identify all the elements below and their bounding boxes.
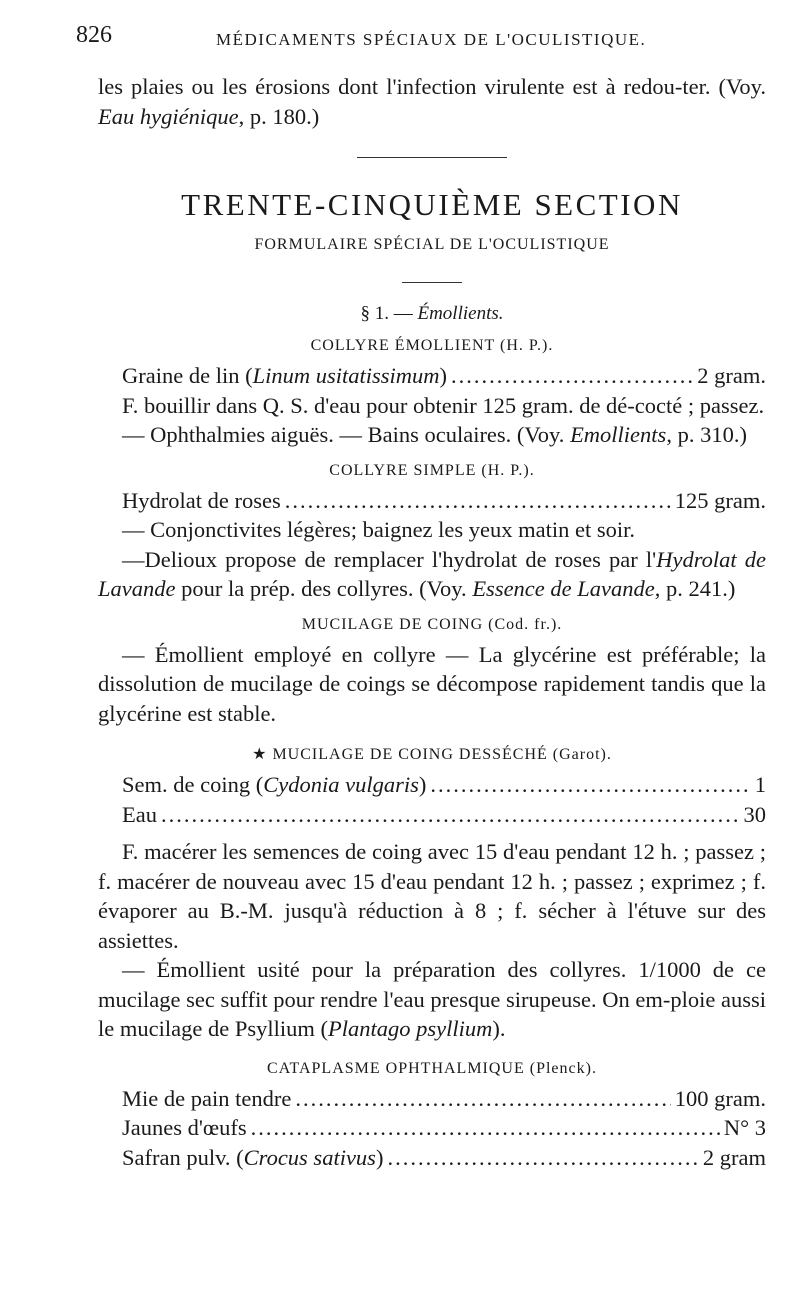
separator-rule	[357, 157, 507, 158]
book-page	[76, 0, 766, 1172]
ingredient-row: Graine de lin (Linum usitatissimum) ..... 2 gram.	[98, 361, 766, 391]
ingredient-quantity: 2 gram.	[697, 363, 766, 388]
running-title: MÉDICAMENTS SPÉCIAUX DE L'OCULISTIQUE.	[216, 30, 647, 49]
preparation-text: F. macérer les semences de coing avec 15 d'eau pendant 12 h. ; passez ; f. macérer de nouveau avec 15 d'eau pendant 12 h. ; passez ; exprimez ; f. évaporer au B.-M. jusqu'à réduction à 8 ; f. sécher à l'étuve sur des assiettes.	[98, 839, 766, 953]
page-number: 826	[76, 22, 112, 48]
formula-title: ★ MUCILAGE DE COING DESSÉCHÉ (Garot).	[252, 746, 612, 763]
preparation-text: F. bouillir dans Q. S. d'eau pour obtenir 125 gram. de dé-cocté ; passez.	[122, 392, 765, 418]
usage-note: — Ophthalmies aiguës. — Bains oculaires. (Voy. Emollients, p. 310.)	[122, 422, 747, 447]
cross-reference: Plantago psyllium	[327, 1016, 493, 1041]
ingredient-row: Hydrolat de roses ..... 125 gram.	[98, 486, 766, 516]
cross-reference: Essence de Lavande	[472, 576, 655, 601]
separator-rule	[402, 282, 462, 283]
cross-reference: Emollients	[570, 422, 667, 447]
ingredient-row: Eau ..... 30	[98, 800, 766, 830]
ingredient-row: Mie de pain tendre ..... 100 gram.	[98, 1084, 766, 1114]
ingredient-quantity: 100 gram.	[674, 1085, 766, 1111]
formula-title: MUCILAGE DE COING (Cod. fr.).	[301, 615, 563, 633]
cross-reference: Hydrolat de Lavande	[98, 546, 766, 601]
section-subtitle: FORMULAIRE SPÉCIAL DE L'OCULISTIQUE	[254, 236, 610, 253]
paragraph-heading: § 1. — Émollients.	[360, 303, 504, 324]
cross-reference: Eau hygiénique	[98, 103, 239, 129]
formula-title: CATAPLASME OPHTHALMIQUE (Plenck).	[267, 1059, 597, 1077]
usage-note: — Émollient usité pour la préparation des collyres. 1/1000 de ce mucilage sec suffit pour rendre l'eau presque sirupeuse. On em-ploie aussi le mucilage de Psyllium (Plantago psyllium).	[98, 957, 766, 1041]
formula-title: COLLYRE ÉMOLLIENT (H. P.).	[310, 337, 554, 354]
formula-title: COLLYRE SIMPLE (H. P.).	[329, 461, 535, 479]
ingredient-quantity: 125 gram.	[674, 487, 766, 513]
ingredient-row: Jaunes d'œufs ..... N° 3	[98, 1113, 766, 1143]
section-title: TRENTE-CINQUIÈME SECTION	[181, 187, 683, 222]
usage-note: — Émollient employé en collyre — La glycérine est préférable; la dissolution de mucilage de coings se décompose rapidement tandis que la glycérine est stable.	[98, 641, 766, 726]
ingredient-row: Sem. de coing (Cydonia vulgaris) ..... 1	[98, 770, 766, 800]
ingredient-quantity: N° 3	[723, 1115, 766, 1140]
ingredient-quantity: 2 gram	[702, 1144, 766, 1170]
running-header	[76, 0, 766, 60]
intro-paragraph: les plaies ou les érosions dont l'infection virulente est à redou-ter. (Voy. Eau hygiénique, p. 180.)	[98, 74, 766, 129]
ingredient-quantity: 30	[743, 801, 766, 827]
ingredient-row: Safran pulv. (Crocus sativus) ..... 2 gram	[98, 1143, 766, 1173]
usage-note: —Delioux propose de remplacer l'hydrolat de roses par l'Hydrolat de Lavande pour la prép. des collyres. (Voy. Essence de Lavande, p. 241.)	[98, 546, 766, 601]
usage-note: — Conjonctivites légères; baignez les yeux matin et soir.	[122, 517, 636, 542]
ingredient-quantity: 1	[754, 772, 766, 797]
